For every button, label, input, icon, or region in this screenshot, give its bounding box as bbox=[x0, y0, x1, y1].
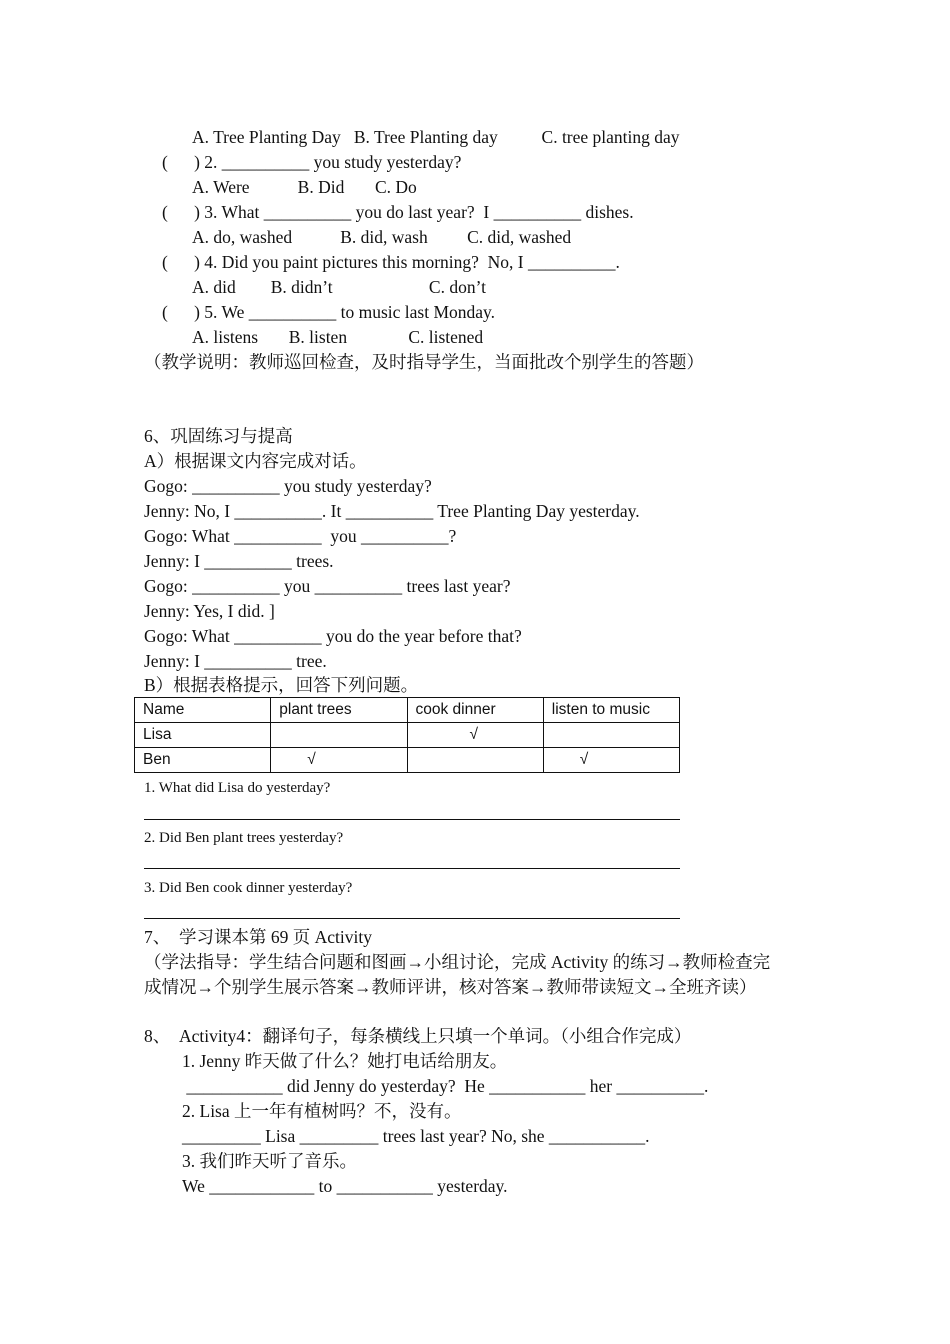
question-3: ( ) 3. What __________ you do last year? I __________ dishes. bbox=[162, 202, 634, 222]
section6-part-b: B）根据表格提示，回答下列问题。 bbox=[144, 675, 419, 695]
translation-blank: _________ Lisa _________ trees last year? No, she ___________. bbox=[182, 1126, 650, 1146]
table-question: 1. What did Lisa do yesterday? bbox=[144, 780, 331, 796]
answer-line[interactable] bbox=[144, 868, 680, 869]
section7-guide: 成情况→个别学生展示答案→教师评讲，核对答案→教师带读短文→全班齐读） bbox=[144, 977, 757, 997]
dialogue-line: Jenny: No, I __________. It __________ Tree Planting Day yesterday. bbox=[144, 501, 640, 521]
table-cell: √ bbox=[271, 748, 407, 773]
answer-line[interactable] bbox=[144, 819, 680, 820]
section7-heading: 7、 学习课本第 69 页 Activity bbox=[144, 927, 372, 947]
table-row bbox=[135, 723, 680, 748]
table-header-row bbox=[135, 698, 680, 723]
dialogue-line: Gogo: What __________ you do the year before that? bbox=[144, 626, 522, 646]
answer-line[interactable] bbox=[144, 918, 680, 919]
section7-guide: （学法指导：学生结合问题和图画→小组讨论，完成 Activity 的练习→教师检查完 bbox=[144, 952, 771, 972]
table-cell bbox=[271, 723, 407, 748]
dialogue-line: Jenny: I __________ trees. bbox=[144, 551, 334, 571]
dialogue-line: Gogo: __________ you __________ trees last year? bbox=[144, 576, 511, 596]
translation-prompt: 2. Lisa 上一年有植树吗？不，没有。 bbox=[182, 1101, 462, 1121]
q1-options: A. Tree Planting Day B. Tree Planting day C. tree planting day bbox=[192, 127, 680, 147]
section6-heading: 6、巩固练习与提高 bbox=[144, 426, 293, 446]
table-cell bbox=[543, 723, 679, 748]
q3-options: A. do, washed B. did, wash C. did, washed bbox=[192, 227, 572, 247]
q5-options: A. listens B. listen C. listened bbox=[192, 327, 484, 347]
translation-prompt: 3. 我们昨天听了音乐。 bbox=[182, 1151, 357, 1171]
dialogue-line: Gogo: What __________ you __________? bbox=[144, 526, 457, 546]
translation-prompt: 1. Jenny 昨天做了什么？她打电话给朋友。 bbox=[182, 1051, 508, 1071]
section8-heading: 8、 Activity4：翻译句子，每条横线上只填一个单词。（小组合作完成） bbox=[144, 1026, 692, 1046]
table-question: 2. Did Ben plant trees yesterday? bbox=[144, 830, 344, 846]
table-cell: √ bbox=[543, 748, 679, 773]
q2-options: A. Were B. Did C. Do bbox=[192, 177, 417, 197]
table-row bbox=[135, 748, 680, 773]
table-cell: Ben bbox=[135, 748, 271, 773]
table-header-cell: Name bbox=[135, 698, 271, 723]
activity-table bbox=[134, 697, 680, 773]
table-cell bbox=[407, 748, 543, 773]
translation-blank: We ____________ to ___________ yesterday. bbox=[182, 1176, 508, 1196]
translation-blank: ___________ did Jenny do yesterday? He ___________ her __________. bbox=[182, 1076, 709, 1096]
table-cell: Lisa bbox=[135, 723, 271, 748]
table-question: 3. Did Ben cook dinner yesterday? bbox=[144, 880, 353, 896]
table-header-cell: plant trees bbox=[271, 698, 407, 723]
table-header-cell: cook dinner bbox=[407, 698, 543, 723]
question-2: ( ) 2. __________ you study yesterday? bbox=[162, 152, 462, 172]
dialogue-line: Gogo: __________ you study yesterday? bbox=[144, 476, 432, 496]
q4-options: A. did B. didn’t C. don’t bbox=[192, 277, 486, 297]
dialogue-line: Jenny: Yes, I did. ] bbox=[144, 601, 275, 621]
dialogue-line: Jenny: I __________ tree. bbox=[144, 651, 327, 671]
table-cell: √ bbox=[407, 723, 543, 748]
question-5: ( ) 5. We __________ to music last Monday. bbox=[162, 302, 496, 322]
question-4: ( ) 4. Did you paint pictures this morning? No, I __________. bbox=[162, 252, 620, 272]
section6-part-a: A）根据课文内容完成对话。 bbox=[144, 451, 367, 471]
teaching-note: （教学说明：教师巡回检查，及时指导学生，当面批改个别学生的答题） bbox=[144, 352, 704, 372]
table-header-cell: listen to music bbox=[543, 698, 679, 723]
